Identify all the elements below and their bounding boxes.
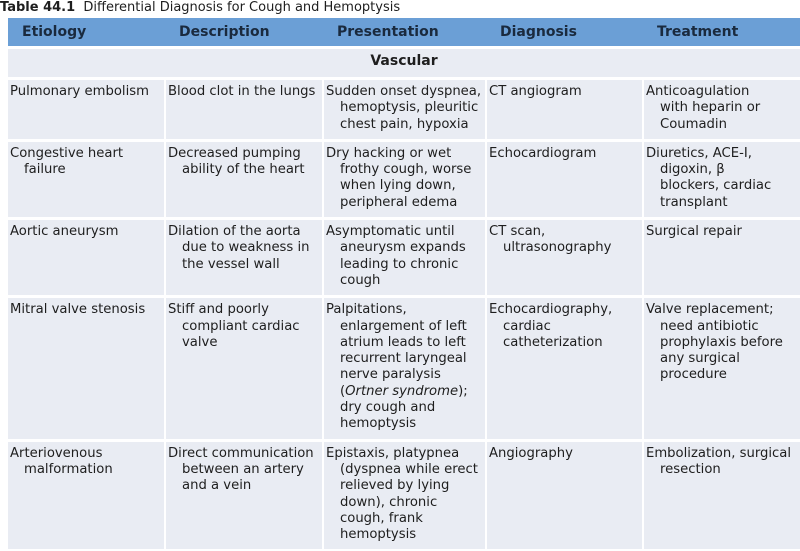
cell-line: Angiography [489,445,573,461]
cell-line: Decreased pumping [168,145,301,161]
table-row [8,219,800,297]
cell-line: cough, frank [340,510,423,526]
cell-treatment [643,140,800,218]
cell-line: relieved by lying [340,478,450,494]
header-presentation: Presentation [323,18,486,48]
cell-line: (dyspnea while erect [340,461,478,477]
table-caption [0,0,400,16]
cell-line: malformation [24,461,113,477]
cell-description [165,79,323,141]
cell-treatment [643,79,800,141]
cell-line: Dry hacking or wet [326,145,452,161]
cell-line: Palpitations, [326,302,407,318]
cell-line: Asymptomatic until [326,224,455,240]
cell-line: Embolization, surgical [646,445,792,461]
cell-line: valve [182,334,218,350]
cell-line: Arteriovenous [10,445,103,461]
cell-line: transplant [660,194,728,210]
table-row [8,297,800,440]
cell-line: Direct communication [168,445,314,461]
table-row [8,79,800,141]
differential-diagnosis-table [8,18,800,551]
cell-presentation [323,140,486,218]
cell-line: Valve replacement; [646,302,774,318]
cell-line: when lying down, [340,178,456,194]
cell-line: Echocardiogram [489,145,597,161]
cell-presentation [323,297,486,440]
cell-description [165,297,323,440]
table-title: Differential Diagnosis for Cough and Hemoptysis [83,0,401,15]
cell-diagnosis [486,297,643,440]
cell-line: aneurysm expands [340,240,466,256]
cell-etiology [8,297,165,440]
cell-line: frothy cough, worse [340,162,472,178]
header-treatment: Treatment [643,18,800,48]
cell-line: resection [660,461,721,477]
cell-line: Anticoagulation [646,84,750,99]
cell-treatment [643,440,800,550]
cell-line: recurrent laryngeal [340,351,467,367]
cell-line: leading to chronic [340,256,459,272]
cell-etiology [8,440,165,550]
cell-treatment [643,297,800,440]
cell-line: peripheral edema [340,194,458,210]
cell-line: between an artery [182,461,304,477]
cell-line: and a vein [182,478,252,494]
cell-description [165,440,323,550]
cell-line: Mitral valve stenosis [10,302,146,318]
cell-line: CT scan, [489,224,546,240]
cell-line: due to weakness in [182,240,310,256]
table-row [8,140,800,218]
cell-etiology [8,140,165,218]
table-number: Table 44.1 [0,0,76,15]
cell-line: ultrasonography [503,240,612,256]
cell-presentation [323,79,486,141]
cell-line: cough [340,272,381,288]
cell-line: hemoptysis, pleuritic [340,100,479,116]
cell-diagnosis [486,79,643,141]
cell-line: Coumadin [660,116,727,132]
cell-line: down), chronic [340,494,438,510]
cell-description [165,140,323,218]
cell-line: (Ortner syndrome); [340,383,468,399]
header-etiology: Etiology [8,18,165,48]
cell-line: ability of the heart [182,162,305,178]
cell-line: prophylaxis before [660,334,783,350]
cell-line: Blood clot in the lungs [168,84,316,99]
cell-line: Epistaxis, platypnea [326,445,460,461]
cell-line: digoxin, β [660,162,725,178]
cell-line: Stiff and poorly [168,302,269,318]
cell-description [165,219,323,297]
header-diagnosis: Diagnosis [486,18,643,48]
header-description: Description [165,18,323,48]
cell-presentation [323,219,486,297]
section-row [8,48,800,79]
cell-line: with heparin or [660,100,761,116]
cell-line: Surgical repair [646,224,742,240]
cell-line: the vessel wall [182,256,280,272]
cell-line: chest pain, hypoxia [340,116,469,132]
table-row [8,440,800,550]
cell-line: compliant cardiac [182,318,300,334]
cell-line: need antibiotic [660,318,759,334]
cell-diagnosis [486,140,643,218]
cell-line: blockers, cardiac [660,178,772,194]
cell-line: hemoptysis [340,416,417,432]
cell-line: procedure [660,367,727,383]
cell-line: any surgical [660,351,740,367]
cell-line: failure [24,162,66,178]
cell-presentation [323,440,486,550]
cell-etiology [8,79,165,141]
section-vascular: Vascular [8,48,800,79]
cell-line: dry cough and [340,400,436,416]
cell-line: cardiac [503,318,551,334]
cell-treatment [643,219,800,297]
cell-line: Sudden onset dyspnea, [326,84,482,99]
cell-line: Diuretics, ACE-I, [646,145,752,161]
cell-line: Congestive heart [10,145,124,161]
cell-line: CT angiogram [489,84,582,99]
cell-line: catheterization [503,334,603,350]
cell-etiology [8,219,165,297]
header-row [8,18,800,48]
cell-line: Pulmonary embolism [10,84,149,99]
cell-line: nerve paralysis [340,367,441,383]
cell-line: atrium leads to left [340,334,466,350]
cell-line: Echocardiography, [489,302,613,318]
cell-diagnosis [486,219,643,297]
cell-line: Aortic aneurysm [10,224,119,240]
cell-line: Dilation of the aorta [168,224,301,240]
cell-diagnosis [486,440,643,550]
cell-line: hemoptysis [340,527,417,543]
cell-line: enlargement of left [340,318,467,334]
